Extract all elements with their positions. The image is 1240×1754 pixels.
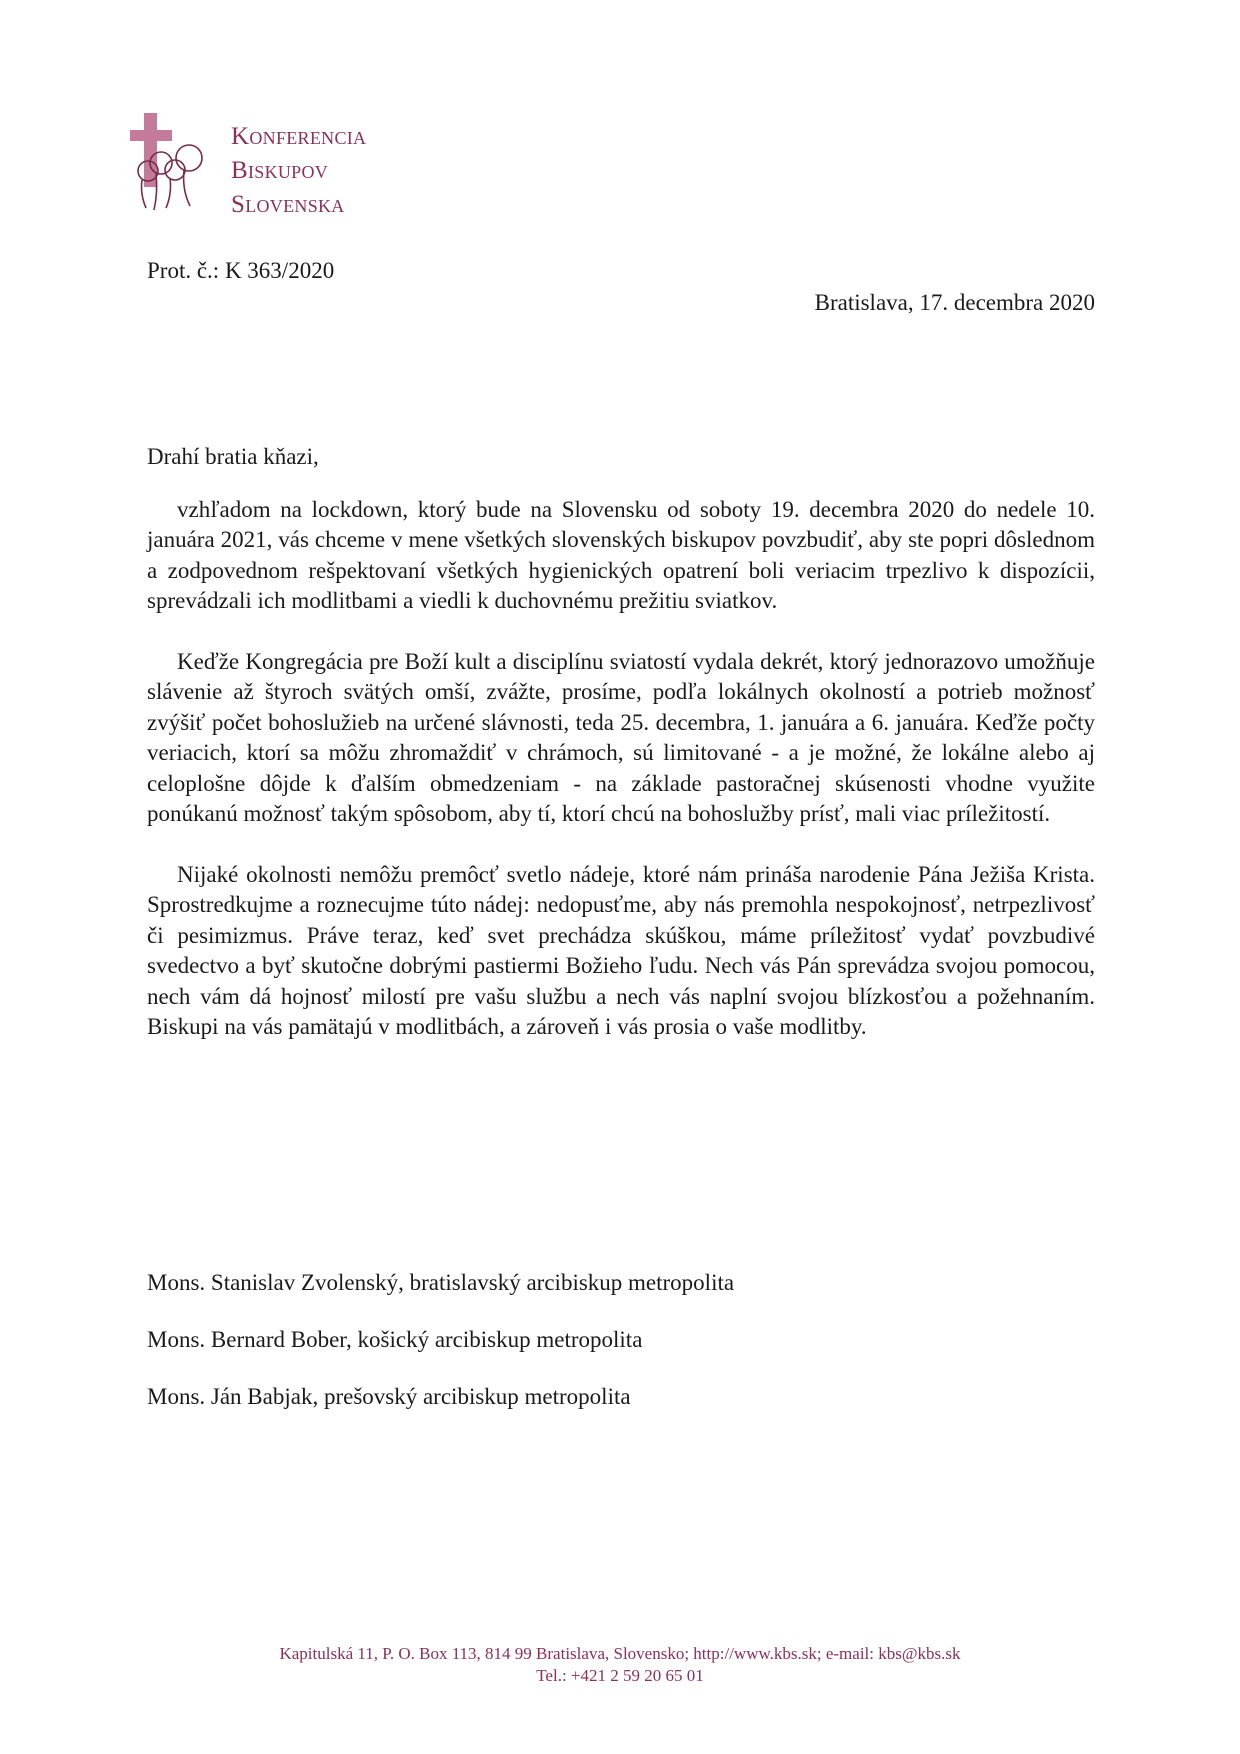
letter-body [147, 442, 1095, 1073]
footer [0, 1643, 1240, 1687]
organization-name [231, 120, 366, 222]
paragraph-3: Nijaké okolnosti nemôžu premôcť svetlo nádeje, ktoré nám prináša narodenie Pána Ježiša Krista. Sprostredkujme a roznecujme túto nádej: nedopusťme, aby nás premohla nespokojnosť, netrpezlivosť či pesimizmus. Práve teraz, keď svet prechádza skúškou, máme príležitosť vydať povzbudivé svedectvo a byť skutočne dobrými pastiermi Božieho ľudu. Nech vás Pán sprevádza svojou pomocou, nech vám dá hojnosť milostí pre vašu službu a nech vás naplní svojou blízkosťou a požehnaním. Biskupi na vás pamätajú v modlitbách, a zároveň i vás prosia o vaše modlitby. [147, 861, 1095, 1039]
organization-name-line-3: Slovenska [231, 191, 345, 218]
salutation: Drahí bratia kňazi, [147, 444, 319, 469]
signature-bober: Mons. Bernard Bober, košický arcibiskup metropolita [147, 1327, 643, 1352]
footer-phone: Tel.: +421 2 59 20 65 01 [536, 1666, 704, 1685]
cross-and-rings-icon [128, 110, 218, 220]
signature-zvolensky: Mons. Stanislav Zvolenský, bratislavský arcibiskup metropolita [147, 1270, 735, 1295]
footer-address: Kapitulská 11, P. O. Box 113, 814 99 Bratislava, Slovensko; http://www.kbs.sk; e-mail: kbs@kbs.sk [279, 1644, 961, 1663]
signature-babjak: Mons. Ján Babjak, prešovský arcibiskup metropolita [147, 1384, 631, 1409]
kbs-logo [128, 110, 428, 230]
signature-list [147, 1270, 734, 1441]
organization-name-line-2: Biskupov [231, 157, 329, 184]
organization-name-line-1: Konferencia [231, 123, 367, 150]
paragraph-1: vzhľadom na lockdown, ktorý bude na Slovensku od soboty 19. decembra 2020 do nedele 10. januára 2021, vás chceme v mene všetkých slovenských biskupov povzbudiť, aby ste popri dôslednom a zodpovednom rešpektovaní všetkých hygienických opatrení boli veriacim trpezlivo k dispozícii, sprevádzali ich modlitbami a viedli k duchovnému prežitiu sviatkov. [147, 496, 1095, 613]
letter-date: Bratislava, 17. decembra 2020 [814, 290, 1095, 315]
protocol-number: Prot. č.: K 363/2020 [147, 258, 335, 283]
paragraph-2: Keďže Kongregácia pre Boží kult a disciplínu sviatostí vydala dekrét, ktorý jednorazovo umožňuje slávenie až štyroch svätých omší, zvážte, prosíme, podľa lokálnych okolností a potrieb možnosť zvýšiť počet bohoslužieb na určené slávnosti, teda 25. decembra, 1. januára a 6. januára. Keďže počty veriacich, ktorí sa môžu zhromaždiť v chrámoch, sú limitované - a je možné, že lokálne alebo aj celoplošne dôjde k ďalším obmedzeniam - na základe pastoračnej skúsenosti vhodne využite ponúkanú možnosť takým spôsobom, aby tí, ktorí chcú na bohoslužby prísť, mali viac príležitostí. [147, 648, 1095, 826]
